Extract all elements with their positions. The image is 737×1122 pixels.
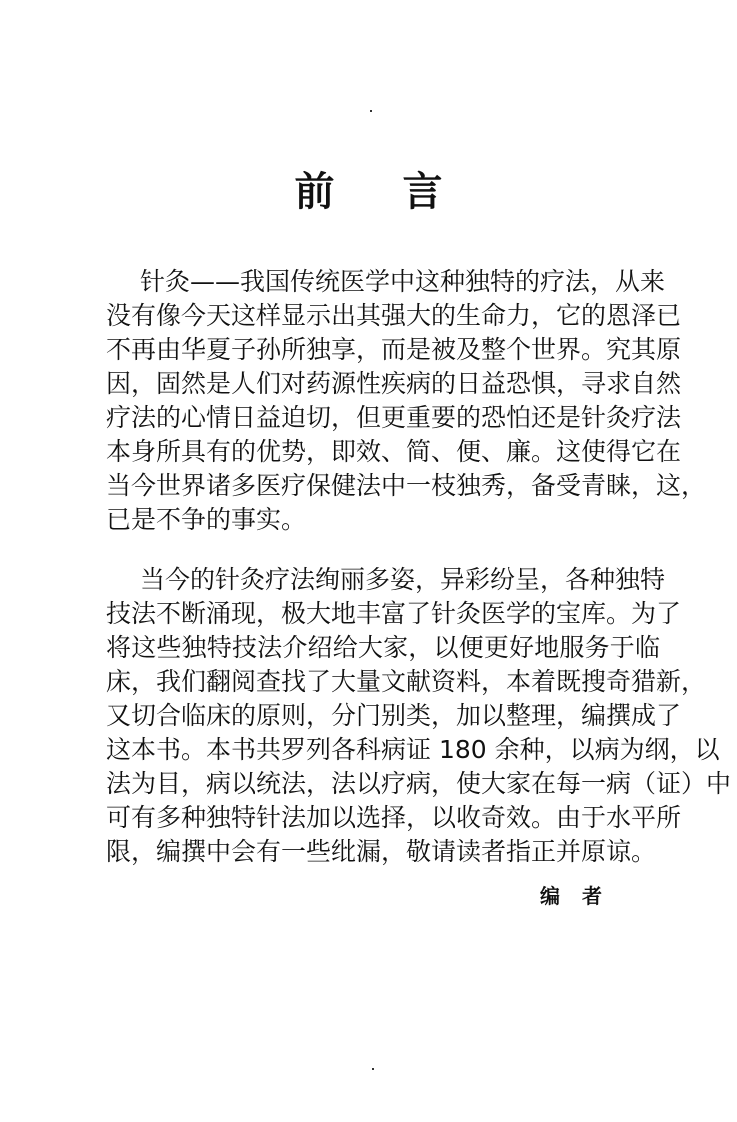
page-mark-bottom (372, 1068, 374, 1070)
author-signature (540, 880, 624, 909)
text-line: 这本书。本书共罗列各科病证 180 余种，以病为纲，以 (106, 735, 720, 764)
signature-char-1: 编 (540, 884, 560, 908)
page-mark-top (370, 110, 372, 112)
text-line: 技法不断涌现，极大地丰富了针灸医学的宝库。为了 (106, 599, 682, 628)
text-line: 本身所具有的优势，即效、简、便、廉。这使得它在 (106, 437, 682, 466)
paragraph-2 (106, 563, 732, 869)
text-line: 当今的针灸疗法绚丽多姿，异彩纷呈，各种独特 (140, 565, 666, 594)
text-line: 当今世界诸多医疗保健法中一枝独秀，备受青睐，这， (106, 471, 707, 500)
page-title (0, 160, 737, 217)
text-line: 将这些独特技法介绍给大家，以便更好地服务于临 (106, 633, 660, 662)
text-line: 床，我们翻阅查找了大量文献资料，本着既搜奇猎新， (106, 667, 707, 696)
text-line: 不再由华夏子孙所独享，而是被及整个世界。究其原 (106, 335, 682, 364)
text-line: 又切合临床的原则，分门别类，加以整理，编撰成了 (106, 701, 682, 730)
text-line: 疗法的心情日益迫切，但更重要的恐怕还是针灸疗法 (106, 403, 682, 432)
signature-char-2: 者 (582, 884, 602, 908)
text-line: 没有像今天这样显示出其强大的生命力，它的恩泽已 (106, 301, 682, 330)
text-line: 法为目，病以统法，法以疗病，使大家在每一病（证）中 (106, 769, 732, 798)
title-char-1: 前 (294, 168, 335, 215)
text-line: 已是不争的事实。 (106, 505, 307, 534)
text-line: 限，编撰中会有一些纰漏，敬请读者指正并原谅。 (106, 837, 657, 866)
text-line: 可有多种独特针法加以选择，以收奇效。由于水平所 (106, 803, 682, 832)
text-line: 因，固然是人们对药源性疾病的日益恐惧，寻求自然 (106, 369, 682, 398)
paragraph-1 (106, 265, 707, 537)
title-char-2: 言 (402, 168, 443, 215)
text-line: 针灸——我国传统医学中这种独特的疗法，从来 (140, 267, 666, 296)
